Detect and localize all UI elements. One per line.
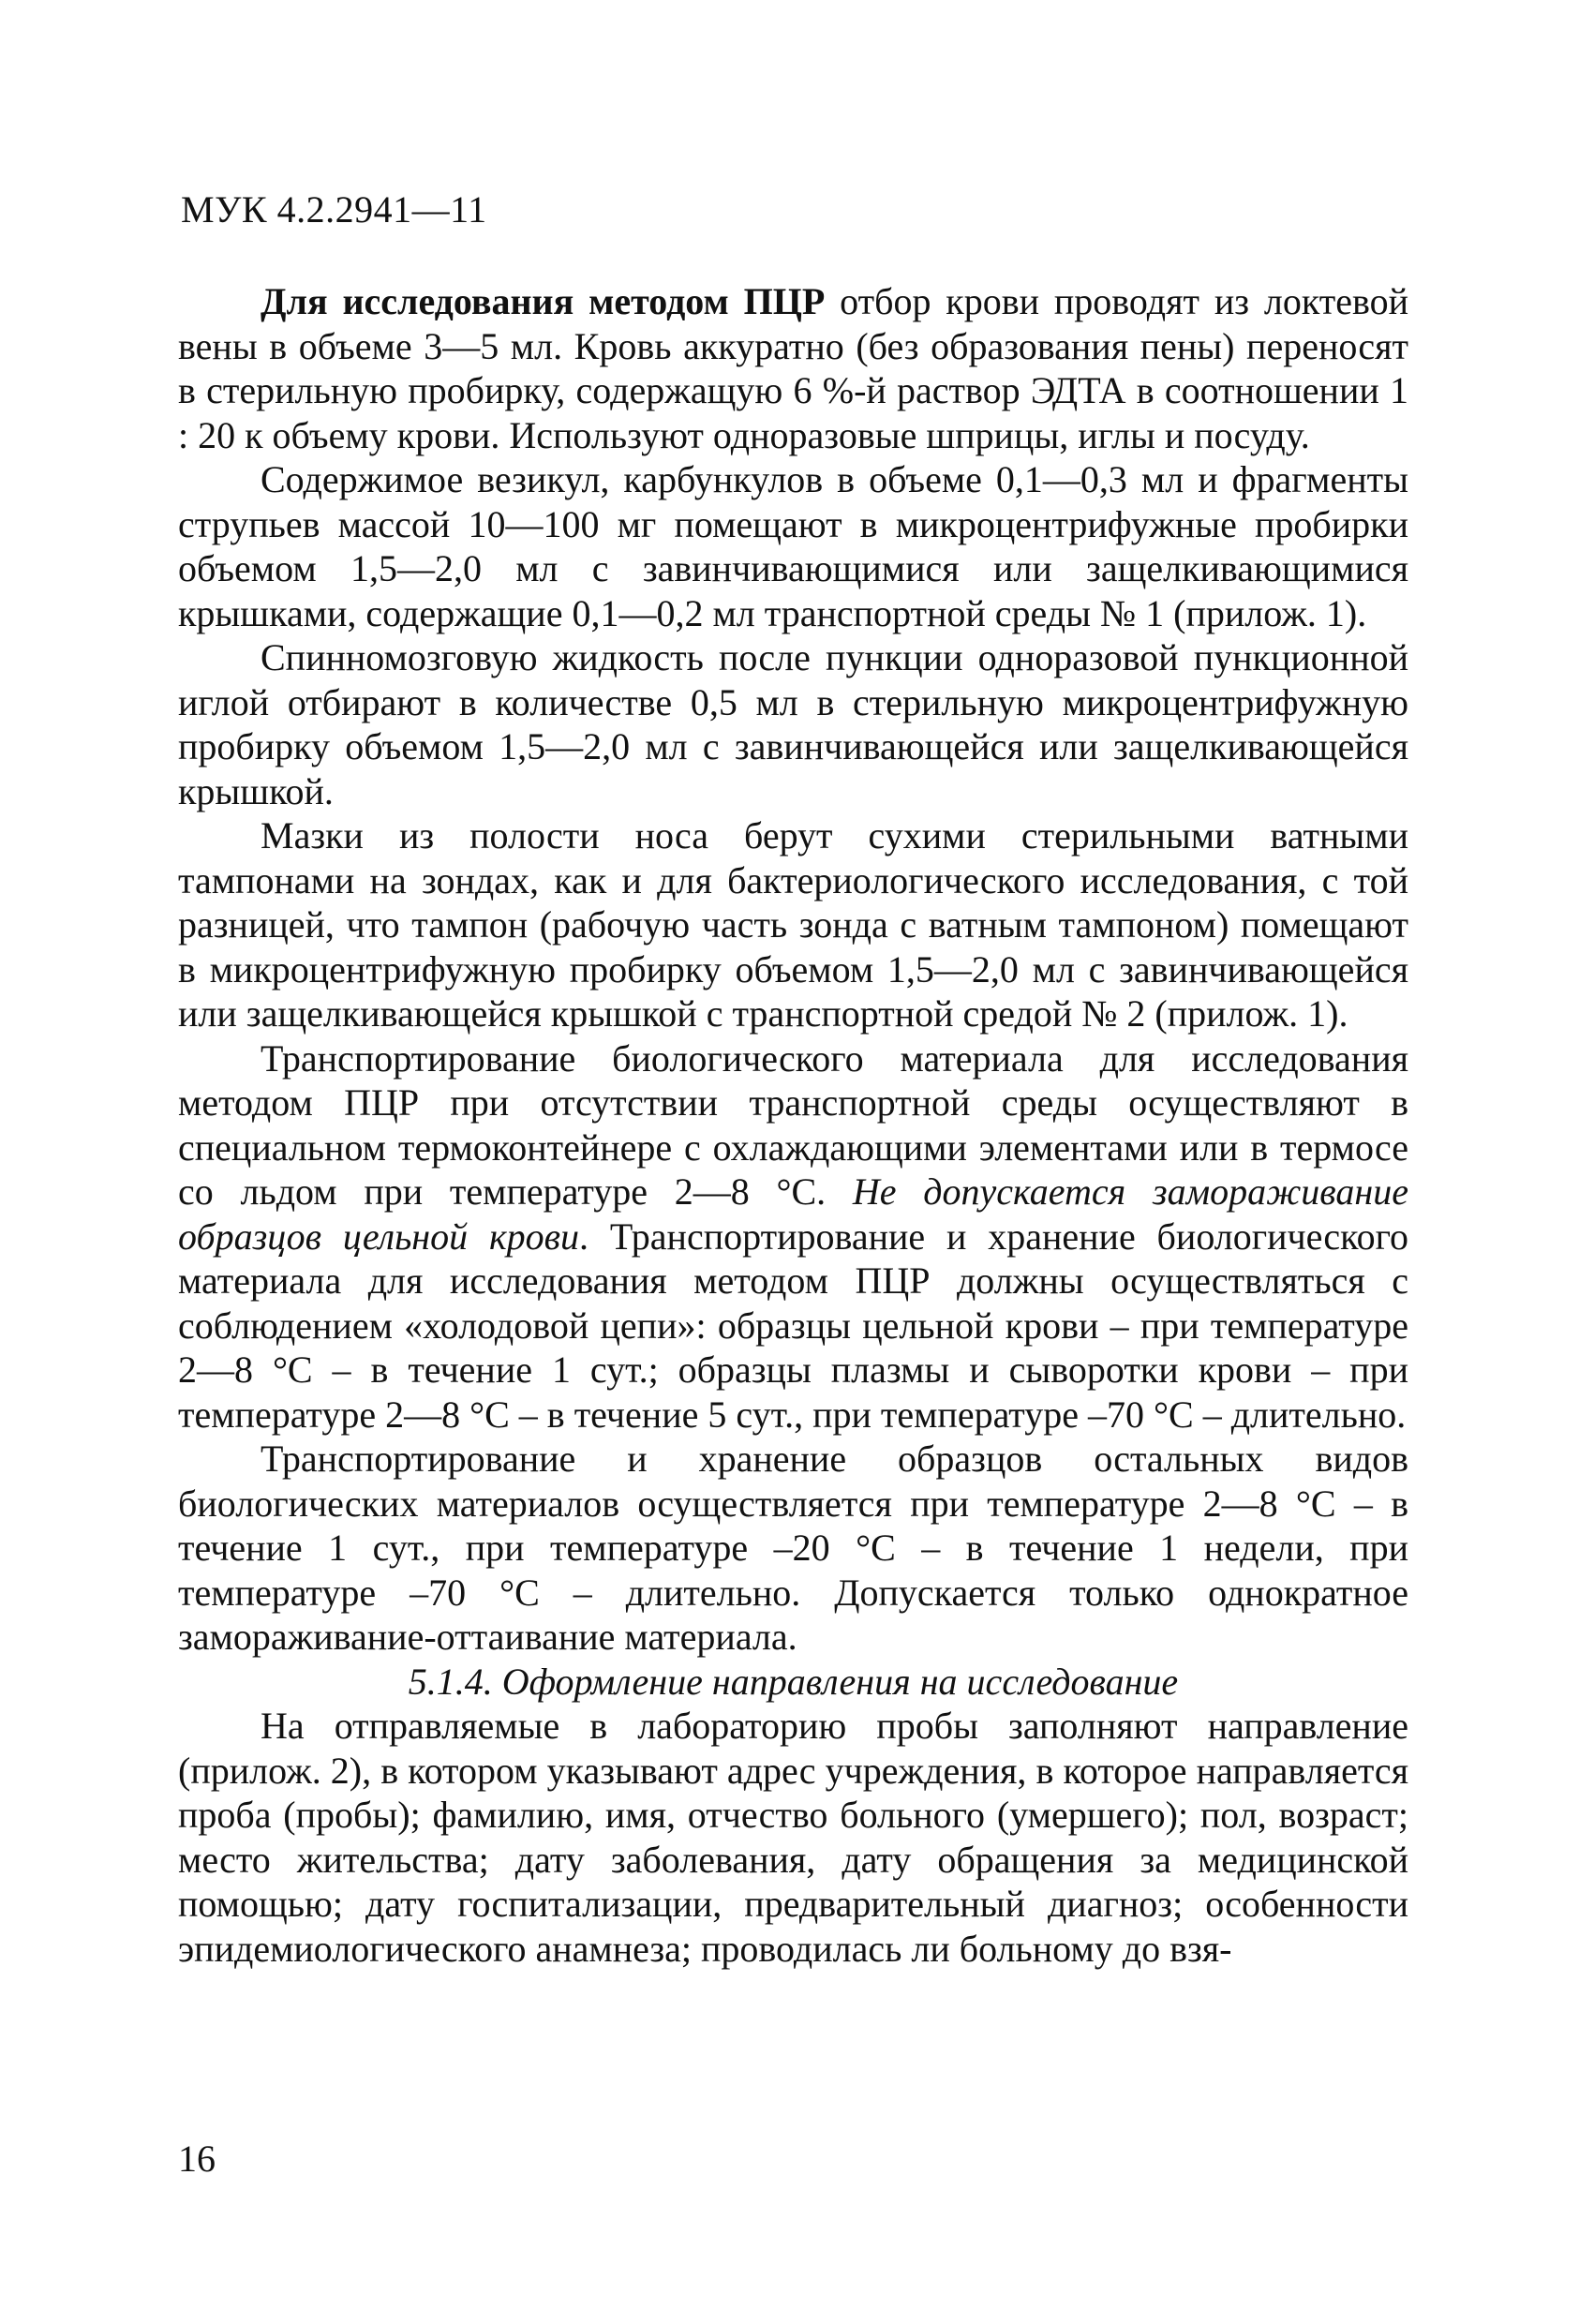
- paragraph-text: отбор крови проводят из локтевой вены в объеме 3—5 мл. Кровь аккуратно (без образования пены) переносят в стерильную пробирку, содержащую 6 %-й раствор ЭДТА в соотношении 1 : 20 к объему крови. Используют одноразовые шприцы, иглы и посуду.: [178, 280, 1408, 456]
- paragraph-vesicle-contents: Содержимое везикул, карбункулов в объеме 0,1—0,3 мл и фрагменты струпьев массой 10—100 мг помещают в микроцентрифужные пробирки объемом 1,5—2,0 мл с завинчивающимися или защелкивающимися крышками, содержащие 0,1—0,2 мл транспортной среды № 1 (прилож. 1).: [178, 458, 1408, 634]
- paragraph-storage-other-materials: Транспортирование и хранение образцов остальных видов биологических материалов осуществляется при температуре 2—8 °С – в течение 1 сут., при температуре –20 °С – в течение 1 недели, при температуре –70 °С – длительно. Допускается только однократное замораживание-оттаивание материала.: [178, 1438, 1408, 1658]
- italic-warning: Не допускается замораживание образцов цельной крови: [178, 1170, 1408, 1258]
- bold-lead-phrase: Для исследования методом ПЦР: [261, 280, 826, 322]
- paragraph-text: Транспортирование биологического материала для исследования методом ПЦР при отсутствии транспортной среды осуществляют в специальном термоконтейнере с охлаждающими элементами или в термосе со льдом при температуре 2—8 °С.: [178, 1036, 1408, 1213]
- paragraph-cerebrospinal-fluid: Спинномозговую жидкость после пункции одноразовой пункционной иглой отбирают в количестве 0,5 мл в стерильную микроцентрифужную пробирку объемом 1,5—2,0 мл с завинчивающейся или защелкивающейся крышкой.: [178, 636, 1408, 812]
- paragraph-nasal-swabs: Мазки из полости носа берут сухими стерильными ватными тампонами на зондах, как и для бактериологического исследования, с той разницей, что тампон (рабочую часть зонда с ватным тампоном) помещают в микроцентрифужную пробирку объемом 1,5—2,0 мл с завинчивающейся или защелкивающейся крышкой с транспортной средой № 2 (прилож. 1).: [178, 814, 1408, 1035]
- paragraph-pcr-blood-sampling: [178, 279, 1408, 457]
- paragraph-referral-form: На отправляемые в лабораторию пробы заполняют направление (прилож. 2), в котором указывают адрес учреждения, в которое направляется проба (пробы); фамилию, имя, отчество больного (умершего); пол, возраст; место жительства; дату заболевания, дату обращения за медицинской помощью; дату госпитализации, предварительный диагноз; особенности эпидемиологического анамнеза; проводилась ли больному до взя-: [178, 1705, 1408, 1970]
- section-subheading: 5.1.4. Оформление направления на исследование: [408, 1660, 1179, 1703]
- paragraph-text: . Транспортирование и хранение биологического материала для исследования методом ПЦР должны осуществляться с соблюдением «холодовой цепи»: образцы цельной крови – при температуре 2—8 °С – в течение 1 сут.; образцы плазмы и сыворотки крови – при температуре 2—8 °С – в течение 5 сут., при температуре –70 °С – длительно.: [178, 1214, 1408, 1436]
- document-code-header: МУК 4.2.2941—11: [181, 188, 487, 231]
- paragraph-transportation: [178, 1036, 1408, 1438]
- document-body: [178, 279, 1408, 1971]
- page-number: 16: [178, 2138, 216, 2180]
